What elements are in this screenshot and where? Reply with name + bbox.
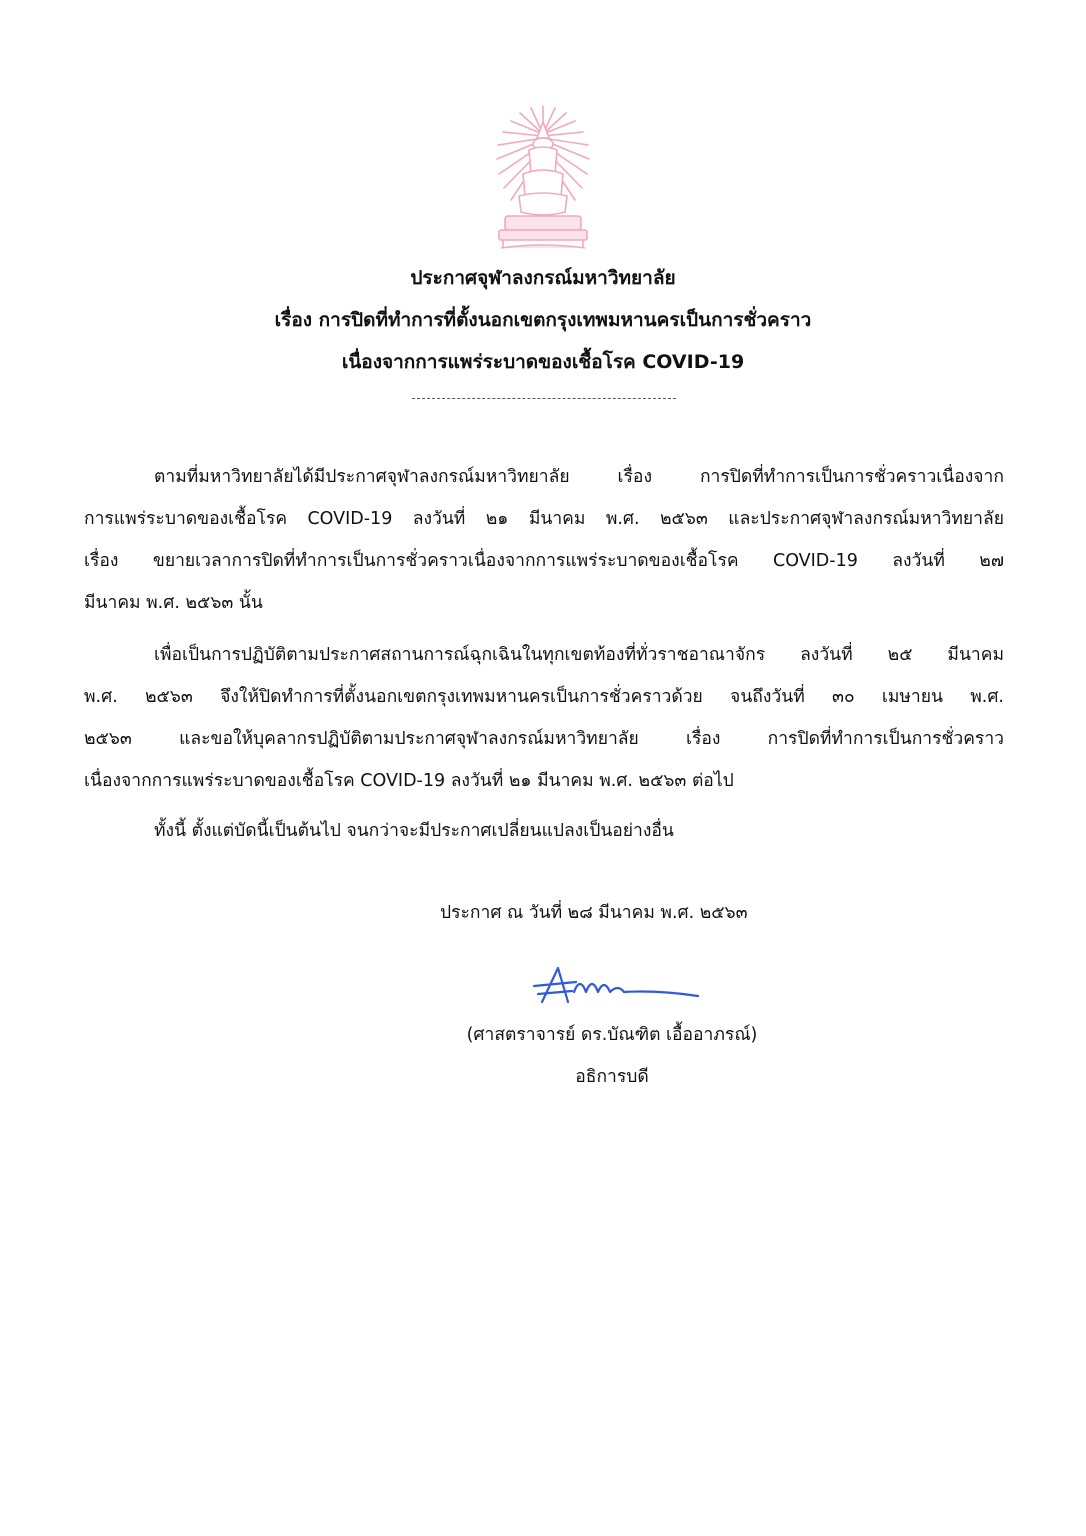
paragraph2-line4: เนื่องจากการแพร่ระบาดของเชื้อโรค COVID-19 ลงวันที่ ๒๑ มีนาคม พ.ศ. ๒๕๖๓ ต่อไป xyxy=(84,771,734,791)
paragraph1-line4: มีนาคม พ.ศ. ๒๕๖๓ นั้น xyxy=(84,593,263,613)
paragraph1-line3: เรื่อง ขยายเวลาการปิดที่ทำการเป็นการชั่วคราวเนื่องจากการแพร่ระบาดของเชื้อโรค COVID-19 ลงวันที่ ๒๗ xyxy=(84,551,1004,571)
heading-subject: เรื่อง การปิดที่ทำการที่ตั้งนอกเขตกรุงเทพมหานครเป็นการชั่วคราว xyxy=(274,309,812,331)
paragraph1-line1: ตามที่มหาวิทยาลัยได้มีประกาศจุฬาลงกรณ์มหาวิทยาลัย เรื่อง การปิดที่ทำการเป็นการชั่วคราวเนื่องจาก xyxy=(154,467,1004,487)
paragraph2-line1: เพื่อเป็นการปฏิบัติตามประกาศสถานการณ์ฉุกเฉินในทุกเขตท้องที่ทั่วราชอาณาจักร ลงวันที่ ๒๕ มีนาคม xyxy=(154,645,1004,665)
announcement-date: ประกาศ ณ วันที่ ๒๘ มีนาคม พ.ศ. ๒๕๖๓ xyxy=(440,903,748,923)
paragraph3-line1: ทั้งนี้ ตั้งแต่บัดนี้เป็นต้นไป จนกว่าจะมีประกาศเปลี่ยนแปลงเป็นอย่างอื่น xyxy=(154,821,674,841)
paragraph2-line2: พ.ศ. ๒๕๖๓ จึงให้ปิดทำการที่ตั้งนอกเขตกรุงเทพมหานครเป็นการชั่วคราวด้วย จนถึงวันที่ ๓๐ เมษายน พ.ศ. xyxy=(84,687,1004,707)
paragraph1-line2: การแพร่ระบาดของเชื้อโรค COVID-19 ลงวันที่ ๒๑ มีนาคม พ.ศ. ๒๕๖๓ และประกาศจุฬาลงกรณ์มหาวิทยาลัย xyxy=(84,509,1004,529)
heading-subject-cause: เนื่องจากการแพร่ระบาดของเชื้อโรค COVID-19 xyxy=(341,351,745,373)
heading-announcement-title: ประกาศจุฬาลงกรณ์มหาวิทยาลัย xyxy=(410,267,676,289)
paragraph2-line3: ๒๕๖๓ และขอให้บุคลากรปฏิบัติตามประกาศจุฬาลงกรณ์มหาวิทยาลัย เรื่อง การปิดที่ทำการเป็นการชั่วคราว xyxy=(84,729,1004,749)
signer-name: (ศาสตราจารย์ ดร.บัณฑิต เอื้ออาภรณ์) xyxy=(466,1025,758,1045)
signature-image xyxy=(528,962,704,1010)
university-seal-icon xyxy=(493,104,593,250)
heading-divider xyxy=(412,398,676,399)
signer-title: อธิการบดี xyxy=(575,1067,649,1087)
